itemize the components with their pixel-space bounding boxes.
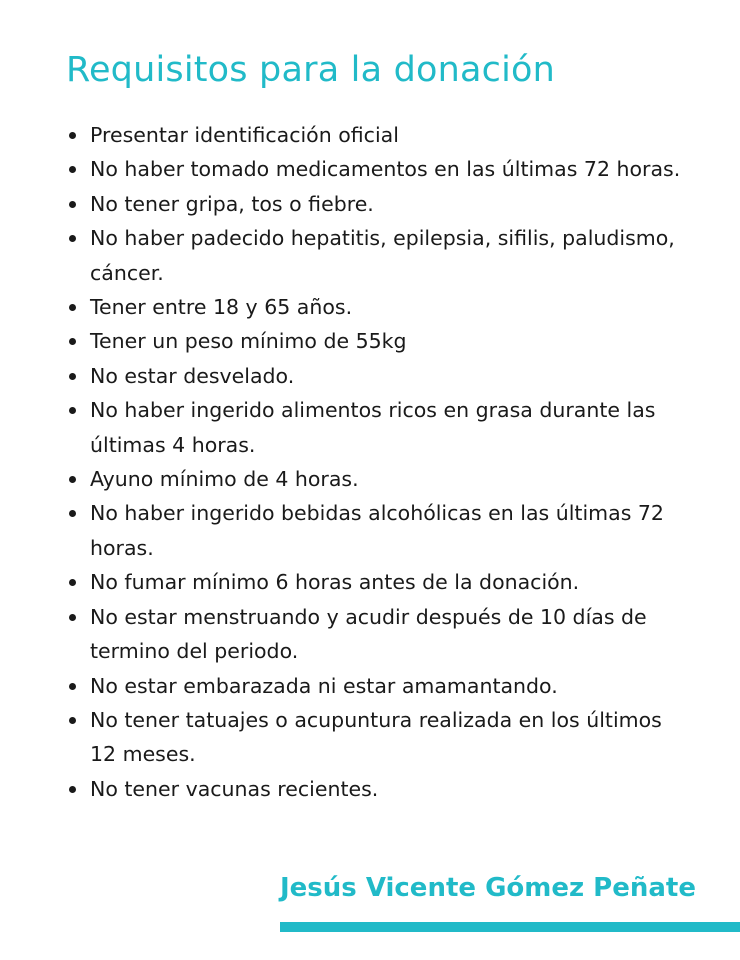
- bullet-icon: [69, 235, 76, 242]
- list-item: [68, 118, 688, 152]
- list-item: [68, 565, 688, 599]
- author-underline: [280, 922, 740, 932]
- bullet-icon: [69, 166, 76, 173]
- list-item: [68, 462, 688, 496]
- list-item: [68, 600, 688, 669]
- requirements-list: [68, 118, 688, 806]
- author-name: Jesús Vicente Gómez Peñate: [280, 873, 696, 903]
- list-item: [68, 324, 688, 358]
- bullet-icon: [69, 614, 76, 621]
- list-item-text: No tener gripa, tos o fiebre.: [90, 191, 374, 216]
- list-item: [68, 152, 688, 186]
- list-item: [68, 703, 688, 772]
- list-item: [68, 290, 688, 324]
- page-title: Requisitos para la donación: [66, 50, 556, 90]
- list-item-text: No tener tatuajes o acupuntura realizada en los últimos 12 meses.: [90, 707, 662, 767]
- list-item: [68, 187, 688, 221]
- bullet-icon: [69, 407, 76, 414]
- bullet-icon: [69, 579, 76, 586]
- bullet-icon: [69, 132, 76, 139]
- list-item-text: Ayuno mínimo de 4 horas.: [90, 467, 359, 492]
- list-item-text: No haber ingerido bebidas alcohólicas en las últimas 72 horas.: [90, 501, 664, 560]
- list-item-text: No haber padecido hepatitis, epilepsia, sifilis, paludismo, cáncer.: [90, 226, 675, 285]
- list-item-text: No haber tomado medicamentos en las últimas 72 horas.: [90, 157, 681, 182]
- list-item: [68, 393, 688, 462]
- list-item-text: No estar desvelado.: [90, 363, 295, 388]
- bullet-icon: [69, 476, 76, 483]
- list-item: [68, 359, 688, 393]
- bullet-icon: [69, 717, 76, 724]
- list-item: [68, 221, 688, 290]
- list-item: [68, 496, 688, 565]
- bullet-icon: [69, 373, 76, 380]
- list-item-text: No estar menstruando y acudir después de 10 días de termino del periodo.: [90, 604, 647, 664]
- bullet-icon: [69, 201, 76, 208]
- list-item: [68, 669, 688, 703]
- list-item-text: No haber ingerido alimentos ricos en grasa durante las últimas 4 horas.: [90, 398, 656, 457]
- bullet-icon: [69, 510, 76, 517]
- list-item-text: No estar embarazada ni estar amamantando.: [90, 673, 558, 698]
- bullet-icon: [69, 338, 76, 345]
- bullet-icon: [69, 304, 76, 311]
- list-item-text: Tener entre 18 y 65 años.: [90, 295, 353, 320]
- list-item-text: No tener vacunas recientes.: [90, 776, 379, 801]
- list-item-text: Presentar identificación oficial: [90, 123, 399, 147]
- bullet-icon: [69, 786, 76, 793]
- list-item-text: No fumar mínimo 6 horas antes de la donación.: [90, 570, 580, 595]
- list-item: [68, 772, 688, 806]
- list-item-text: Tener un peso mínimo de 55kg: [90, 329, 407, 354]
- bullet-icon: [69, 683, 76, 690]
